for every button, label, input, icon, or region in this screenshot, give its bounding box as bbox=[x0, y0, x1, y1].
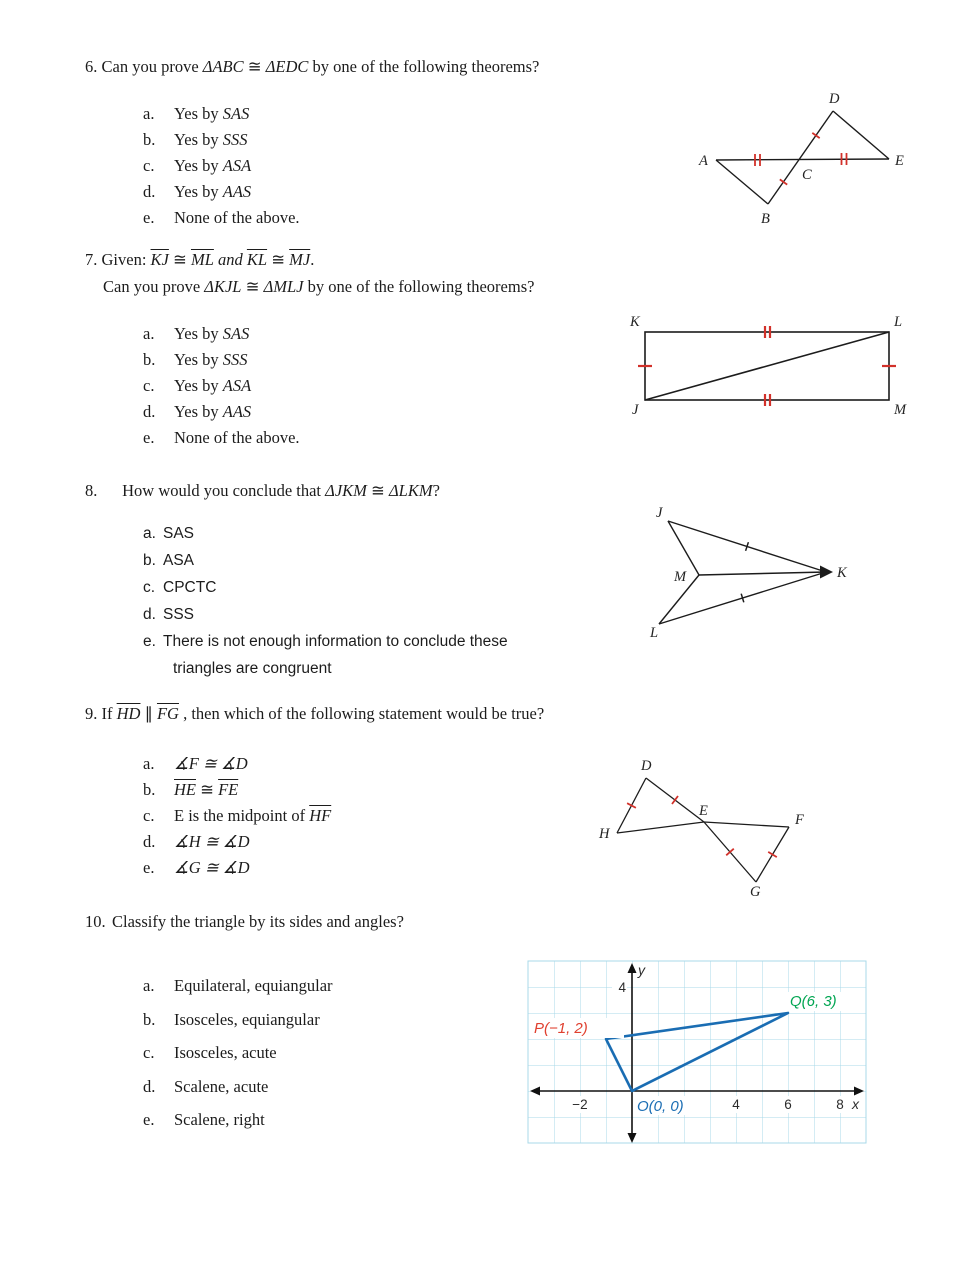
x-tick-neg2: −2 bbox=[572, 1097, 588, 1112]
question-8-prompt bbox=[85, 481, 440, 501]
option-9b-seg1: $\overline{HE}$ bbox=[174, 780, 196, 799]
q9-tick-hd bbox=[627, 803, 636, 808]
q8-label-k: K bbox=[837, 565, 847, 581]
option-8e-letter: e. bbox=[143, 633, 156, 650]
option-9c-text bbox=[174, 803, 331, 829]
option-7e bbox=[143, 425, 300, 451]
x-tick-4: 4 bbox=[732, 1097, 740, 1112]
option-9b-letter: b. bbox=[143, 780, 156, 799]
question-9-prompt bbox=[85, 704, 544, 724]
option-7d-letter: d. bbox=[143, 402, 156, 421]
option-6a-text bbox=[174, 101, 249, 127]
option-6b-letter: b. bbox=[143, 130, 156, 149]
option-9b-text bbox=[174, 777, 238, 803]
option-8b-letter: b. bbox=[143, 552, 156, 569]
option-10b-letter: b. bbox=[143, 1009, 156, 1029]
q8-prompt-math1: ΔJKM bbox=[325, 481, 367, 500]
option-6c-letter: c. bbox=[143, 156, 155, 175]
q-vertex-label: Q(6, 3) bbox=[790, 993, 837, 1010]
option-8e-line1: There is not enough information to conclude these bbox=[163, 633, 508, 650]
q9-label-g: G bbox=[750, 884, 761, 900]
option-9e-text: ∡G ≅ ∡D bbox=[174, 858, 250, 877]
option-7a-letter: a. bbox=[143, 324, 155, 343]
option-7e-letter: e. bbox=[143, 428, 155, 447]
question-6-number: 6. bbox=[85, 57, 98, 76]
q9-label-d: D bbox=[641, 758, 652, 774]
p-vertex-label: P(−1, 2) bbox=[534, 1020, 588, 1037]
q9-label-h: H bbox=[599, 826, 610, 842]
q9-tick-de bbox=[672, 796, 678, 804]
option-7e-pre: None of the above. bbox=[174, 428, 300, 447]
option-9e-letter: e. bbox=[143, 858, 155, 877]
q6-segment-de bbox=[833, 111, 889, 159]
q8-segment-mk bbox=[699, 572, 826, 575]
q9-prompt-pre: If bbox=[101, 704, 113, 723]
option-7c-letter: c. bbox=[143, 376, 155, 395]
option-8a-letter: a. bbox=[143, 525, 156, 542]
question-9-options bbox=[143, 751, 331, 881]
option-8c-letter: c. bbox=[143, 579, 156, 596]
q7-figure-segments bbox=[645, 332, 889, 400]
q8-congruence-ticks bbox=[741, 542, 748, 602]
question-7-number: 7. bbox=[85, 250, 98, 269]
option-8a bbox=[143, 520, 508, 547]
option-9e bbox=[143, 855, 331, 881]
option-10b bbox=[143, 1010, 333, 1044]
q9-segment-hd: $\overline{HD}$ bbox=[116, 704, 141, 723]
option-7c bbox=[143, 373, 300, 399]
option-7a-pre: Yes by bbox=[174, 324, 219, 343]
option-7b-text bbox=[174, 347, 248, 373]
q9-figure-segments bbox=[617, 778, 789, 882]
option-8a-text: SAS bbox=[163, 525, 195, 542]
q6-label-a: A bbox=[699, 153, 708, 169]
option-9b bbox=[143, 777, 331, 803]
option-10c-letter: c. bbox=[143, 1043, 155, 1062]
q9-segment-he bbox=[617, 822, 704, 833]
option-8b-text: ASA bbox=[163, 552, 195, 569]
question-7-given bbox=[85, 250, 314, 270]
q6-label-b: B bbox=[761, 211, 770, 227]
q8-prompt-pre: How would you conclude that bbox=[122, 481, 322, 500]
q8-label-m: M bbox=[674, 569, 687, 585]
option-9b-seg2: $\overline{FE}$ bbox=[218, 780, 239, 799]
grid-background bbox=[528, 961, 866, 1143]
q6-tick-bc bbox=[780, 179, 787, 184]
option-6b-math: SSS bbox=[222, 130, 248, 149]
q9-segment-ef bbox=[704, 822, 789, 827]
q7-congruent-symbol: ≅ bbox=[245, 277, 260, 296]
q6-segment-bd bbox=[768, 111, 833, 204]
q6-label-e: E bbox=[895, 153, 904, 169]
q6-congruent-symbol: ≅ bbox=[247, 57, 262, 76]
option-7b-letter: b. bbox=[143, 350, 156, 369]
option-9c-letter: c. bbox=[143, 806, 155, 825]
q7-given-cong2: ≅ bbox=[271, 250, 286, 269]
question-10-number: 10. bbox=[85, 912, 106, 931]
option-9b-cong: ≅ bbox=[200, 780, 214, 799]
q8-prompt-post: ? bbox=[432, 481, 440, 500]
option-7a-text bbox=[174, 321, 249, 347]
option-7d bbox=[143, 399, 300, 425]
question-8-number: 8. bbox=[85, 481, 98, 500]
option-6b bbox=[143, 127, 300, 153]
option-6d-letter: d. bbox=[143, 182, 156, 201]
option-10d-text: Scalene, acute bbox=[174, 1076, 269, 1096]
q8-label-j: J bbox=[656, 505, 663, 521]
q6-prompt-math1: ΔABC bbox=[202, 57, 244, 76]
option-10e bbox=[143, 1110, 333, 1144]
q7-given-label: Given: bbox=[101, 250, 147, 269]
q9-parallel-symbol: ∥ bbox=[144, 704, 153, 723]
option-7c-math: ASA bbox=[222, 376, 252, 395]
q6-segment-ae bbox=[716, 159, 889, 160]
option-8c bbox=[143, 574, 508, 601]
q8-label-l: L bbox=[650, 625, 659, 641]
option-7d-text bbox=[174, 399, 251, 425]
option-9a bbox=[143, 751, 331, 777]
option-6a bbox=[143, 101, 300, 127]
option-6c-math: ASA bbox=[222, 156, 252, 175]
option-6b-text bbox=[174, 127, 248, 153]
q7-diagram bbox=[622, 308, 922, 420]
option-6e bbox=[143, 205, 300, 231]
option-10a bbox=[143, 976, 333, 1010]
option-10d bbox=[143, 1077, 333, 1111]
option-10a-text: Equilateral, equiangular bbox=[174, 976, 333, 995]
q7-diagonal-jl bbox=[645, 332, 889, 400]
q7-label-m: M bbox=[894, 402, 907, 418]
option-10c bbox=[143, 1043, 333, 1077]
option-9c-pre: E is the midpoint of bbox=[174, 806, 306, 825]
q7-given-seg4: $\overline{MJ}$ bbox=[289, 250, 311, 269]
q7-label-l: L bbox=[894, 314, 903, 330]
x-axis-label: x bbox=[852, 1096, 859, 1112]
option-10b-text: Isosceles, equiangular bbox=[174, 1009, 320, 1029]
y-axis-label: y bbox=[638, 962, 645, 978]
q7-prompt-pre: Can you prove bbox=[103, 277, 201, 296]
question-6-options bbox=[143, 101, 300, 231]
option-6d-math: AAS bbox=[222, 182, 252, 201]
option-6d bbox=[143, 179, 300, 205]
option-7b-pre: Yes by bbox=[174, 350, 219, 369]
q10-prompt-text: Classify the triangle by its sides and angles? bbox=[112, 912, 404, 931]
x-tick-8: 8 bbox=[836, 1097, 844, 1112]
q8-arrowhead-k bbox=[820, 566, 833, 579]
option-6a-math: SAS bbox=[222, 104, 250, 123]
option-6e-text bbox=[174, 205, 300, 231]
q9-label-e: E bbox=[699, 803, 708, 819]
q8-diagram bbox=[628, 503, 853, 643]
option-10c-text: Isosceles, acute bbox=[174, 1043, 277, 1062]
option-8e-line2: triangles are congruent bbox=[173, 660, 332, 677]
q9-tick-fg bbox=[768, 852, 777, 857]
y-tick-4: 4 bbox=[618, 980, 626, 995]
question-10-options bbox=[143, 976, 333, 1144]
option-9a-letter: a. bbox=[143, 754, 155, 773]
option-9a-text: ∡F ≅ ∡D bbox=[174, 754, 248, 773]
q7-given-cong1: ≅ bbox=[173, 250, 187, 269]
o-vertex-label: O(0, 0) bbox=[637, 1098, 684, 1115]
option-6b-pre: Yes by bbox=[174, 130, 219, 149]
q7-given-seg3: $\overline{KL}$ bbox=[246, 250, 268, 269]
q6-tick-cd bbox=[812, 133, 819, 138]
option-8d-letter: d. bbox=[143, 606, 156, 623]
option-10e-letter: e. bbox=[143, 1110, 155, 1129]
q9-label-f: F bbox=[795, 812, 804, 828]
question-10-prompt bbox=[85, 912, 404, 932]
option-7b-math: SSS bbox=[222, 350, 248, 369]
q6-prompt-pre: Can you prove bbox=[101, 57, 199, 76]
q7-given-period: . bbox=[310, 250, 315, 269]
option-6c-text bbox=[174, 153, 251, 179]
question-6-prompt bbox=[85, 57, 539, 77]
q7-given-seg1: $\overline{KJ}$ bbox=[150, 250, 169, 269]
q6-label-c: C bbox=[802, 167, 812, 183]
option-9d bbox=[143, 829, 331, 855]
q9-prompt-post: , then which of the following statement would be true? bbox=[183, 704, 545, 723]
q7-label-j: J bbox=[632, 402, 639, 418]
option-8c-text: CPCTC bbox=[163, 579, 217, 596]
q7-prompt-post: by one of the following theorems? bbox=[307, 277, 535, 296]
option-8b bbox=[143, 547, 508, 574]
q8-prompt-math2: ΔLKM bbox=[388, 481, 433, 500]
option-6d-text bbox=[174, 179, 251, 205]
option-6a-pre: Yes by bbox=[174, 104, 219, 123]
x-tick-6: 6 bbox=[784, 1097, 792, 1112]
q6-figure-segments bbox=[716, 111, 889, 204]
option-7c-pre: Yes by bbox=[174, 376, 219, 395]
option-9d-text: ∡H ≅ ∡D bbox=[174, 832, 250, 851]
q9-segment-fg: $\overline{FG}$ bbox=[156, 704, 179, 723]
q6-diagram bbox=[685, 83, 920, 233]
option-6d-pre: Yes by bbox=[174, 182, 219, 201]
question-7-options bbox=[143, 321, 300, 451]
option-7d-math: AAS bbox=[222, 402, 252, 421]
question-8-options bbox=[143, 520, 508, 682]
option-10a-letter: a. bbox=[143, 976, 155, 995]
option-7a bbox=[143, 321, 300, 347]
option-7d-pre: Yes by bbox=[174, 402, 219, 421]
option-6c-pre: Yes by bbox=[174, 156, 219, 175]
q7-prompt-math2: ΔMLJ bbox=[263, 277, 304, 296]
option-6e-letter: e. bbox=[143, 208, 155, 227]
q6-label-d: D bbox=[829, 91, 840, 107]
q7-given-seg2: $\overline{ML}$ bbox=[190, 250, 214, 269]
option-6c bbox=[143, 153, 300, 179]
q7-label-k: K bbox=[630, 314, 640, 330]
q6-prompt-math2: ΔEDC bbox=[265, 57, 309, 76]
option-7a-math: SAS bbox=[222, 324, 250, 343]
option-6e-pre: None of the above. bbox=[174, 208, 300, 227]
q7-prompt-math1: ΔKJL bbox=[204, 277, 242, 296]
option-7c-text bbox=[174, 373, 251, 399]
question-9-number: 9. bbox=[85, 704, 98, 723]
q10-coordinate-grid bbox=[528, 961, 866, 1145]
option-8d bbox=[143, 601, 508, 628]
option-7e-text bbox=[174, 425, 300, 451]
q8-congruent-symbol: ≅ bbox=[371, 481, 385, 500]
option-9c-seg: $\overline{HF}$ bbox=[309, 806, 332, 825]
option-10d-letter: d. bbox=[143, 1076, 156, 1096]
q9-diagram bbox=[593, 748, 813, 898]
question-7-prompt bbox=[103, 277, 534, 297]
option-9d-letter: d. bbox=[143, 832, 156, 851]
option-8e-text bbox=[163, 628, 508, 682]
option-7b bbox=[143, 347, 300, 373]
option-8d-text: SSS bbox=[163, 606, 195, 623]
option-10e-text: Scalene, right bbox=[174, 1110, 265, 1129]
q6-prompt-post: by one of the following theorems? bbox=[312, 57, 540, 76]
q7-given-and: and bbox=[218, 250, 243, 269]
q6-segment-ab bbox=[716, 160, 768, 204]
option-9c bbox=[143, 803, 331, 829]
option-8e bbox=[143, 628, 508, 682]
option-6a-letter: a. bbox=[143, 104, 155, 123]
